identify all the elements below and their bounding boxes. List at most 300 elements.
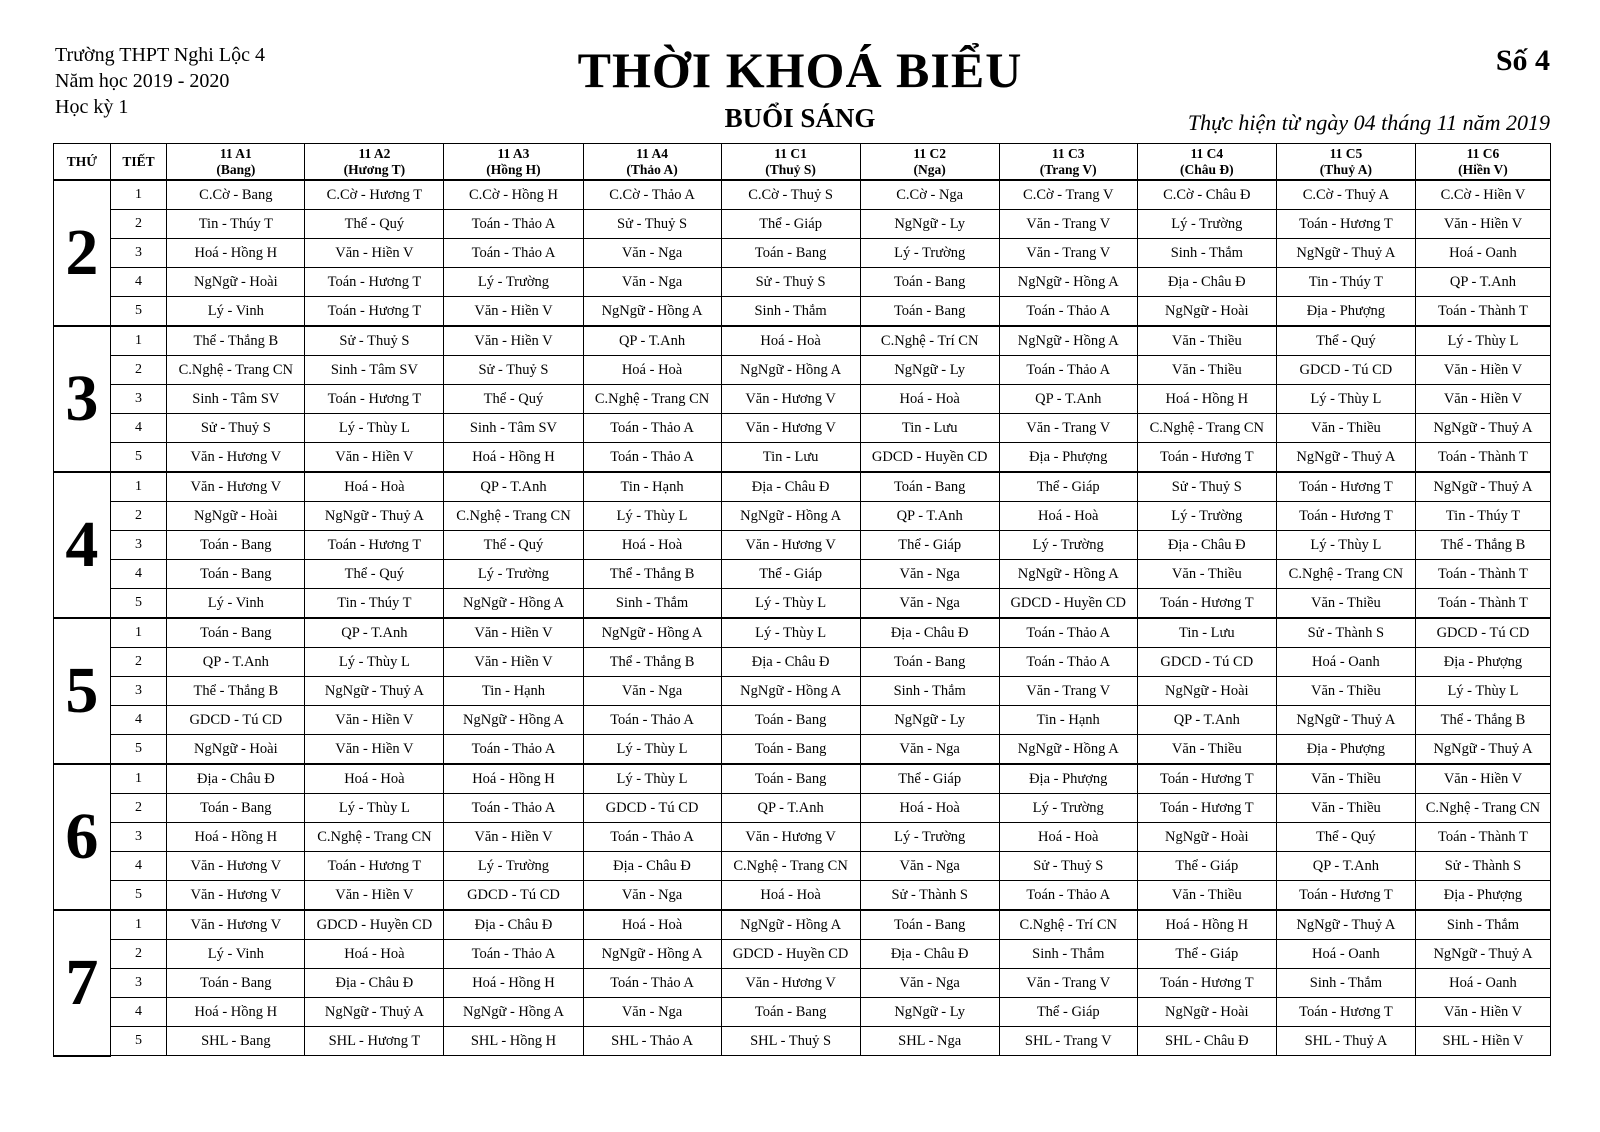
day-cell: 2: [54, 180, 111, 326]
lesson-cell: Sử - Thành S: [860, 881, 999, 911]
lesson-cell: Thể - Giáp: [1137, 852, 1276, 881]
period-cell: 5: [110, 735, 167, 765]
class-name: 11 C4: [1190, 145, 1224, 161]
header-class: [721, 144, 860, 181]
document-number: Số 4: [1495, 44, 1550, 77]
lesson-cell: Toán - Thảo A: [583, 823, 721, 852]
lesson-cell: Địa - Phượng: [999, 443, 1137, 473]
lesson-cell: Toán - Thảo A: [444, 940, 583, 969]
lesson-cell: QP - T.Anh: [305, 618, 444, 648]
lesson-cell: Văn - Hương V: [167, 910, 305, 940]
period-cell: 5: [110, 443, 167, 473]
lesson-cell: GDCD - Tú CD: [583, 794, 721, 823]
table-row: [54, 502, 1551, 531]
lesson-cell: Văn - Thiều: [1137, 560, 1276, 589]
lesson-cell: Văn - Thiều: [1276, 414, 1415, 443]
lesson-cell: GDCD - Huyền CD: [999, 589, 1137, 619]
lesson-cell: NgNgữ - Hoài: [167, 735, 305, 765]
class-teacher: (Thuỷ S): [765, 161, 816, 177]
lesson-cell: Sử - Thành S: [1276, 618, 1415, 648]
class-name: 11 C1: [774, 145, 807, 161]
lesson-cell: Toán - Thảo A: [999, 881, 1137, 911]
lesson-cell: Toán - Thảo A: [444, 239, 583, 268]
lesson-cell: Thể - Giáp: [721, 560, 860, 589]
header-class: [305, 144, 444, 181]
lesson-cell: Thể - Giáp: [999, 472, 1137, 502]
lesson-cell: Văn - Thiều: [1137, 356, 1276, 385]
lesson-cell: Văn - Hiền V: [305, 881, 444, 911]
lesson-cell: NgNgữ - Hoài: [1137, 998, 1276, 1027]
table-row: [54, 706, 1551, 735]
lesson-cell: Tin - Thúy T: [167, 210, 305, 239]
lesson-cell: GDCD - Huyền CD: [860, 443, 999, 473]
lesson-cell: NgNgữ - Hồng A: [721, 677, 860, 706]
class-teacher: (Bang): [216, 161, 256, 177]
lesson-cell: Toán - Hương T: [1276, 502, 1415, 531]
lesson-cell: Địa - Châu Đ: [167, 764, 305, 794]
period-cell: 3: [110, 969, 167, 998]
lesson-cell: Sinh - Thắm: [583, 589, 721, 619]
lesson-cell: Lý - Thùy L: [305, 794, 444, 823]
lesson-cell: C.Cờ - Thuỷ A: [1276, 180, 1415, 210]
class-name: 11 C3: [1051, 145, 1085, 161]
lesson-cell: Sinh - Thắm: [860, 677, 999, 706]
lesson-cell: Hoá - Hồng H: [1137, 385, 1276, 414]
lesson-cell: NgNgữ - Hồng A: [583, 618, 721, 648]
lesson-cell: Văn - Thiều: [1276, 764, 1415, 794]
lesson-cell: Văn - Hiền V: [444, 326, 583, 356]
header-class: [1276, 144, 1415, 181]
lesson-cell: Hoá - Hoà: [860, 385, 999, 414]
period-cell: 3: [110, 385, 167, 414]
table-row: [54, 852, 1551, 881]
lesson-cell: Văn - Hiền V: [305, 706, 444, 735]
lesson-cell: Toán - Hương T: [305, 852, 444, 881]
period-cell: 5: [110, 881, 167, 911]
header-class: [999, 144, 1137, 181]
lesson-cell: Hoá - Hồng H: [167, 239, 305, 268]
lesson-cell: Thể - Giáp: [860, 531, 999, 560]
lesson-cell: NgNgữ - Hồng A: [721, 356, 860, 385]
lesson-cell: Toán - Thảo A: [583, 706, 721, 735]
lesson-cell: Lý - Thùy L: [583, 735, 721, 765]
lesson-cell: NgNgữ - Hồng A: [999, 326, 1137, 356]
lesson-cell: Hoá - Hoà: [305, 472, 444, 502]
lesson-cell: Địa - Phượng: [1415, 648, 1550, 677]
lesson-cell: Lý - Trường: [860, 823, 999, 852]
lesson-cell: Văn - Trang V: [999, 677, 1137, 706]
lesson-cell: Toán - Thành T: [1415, 560, 1550, 589]
period-cell: 1: [110, 764, 167, 794]
lesson-cell: NgNgữ - Ly: [860, 998, 999, 1027]
lesson-cell: Văn - Thiều: [1137, 881, 1276, 911]
lesson-cell: Hoá - Hoà: [583, 910, 721, 940]
lesson-cell: Toán - Bang: [167, 794, 305, 823]
lesson-cell: Toán - Thành T: [1415, 443, 1550, 473]
header-day: THỨ: [54, 144, 111, 181]
lesson-cell: Sử - Thuỷ S: [305, 326, 444, 356]
lesson-cell: Toán - Hương T: [1137, 589, 1276, 619]
lesson-cell: C.Nghệ - Trang CN: [167, 356, 305, 385]
lesson-cell: NgNgữ - Thuỷ A: [305, 677, 444, 706]
lesson-cell: Văn - Nga: [583, 268, 721, 297]
lesson-cell: C.Cờ - Châu Đ: [1137, 180, 1276, 210]
lesson-cell: Toán - Bang: [167, 531, 305, 560]
lesson-cell: C.Cờ - Thuỷ S: [721, 180, 860, 210]
lesson-cell: Toán - Hương T: [1276, 881, 1415, 911]
period-cell: 1: [110, 472, 167, 502]
lesson-cell: NgNgữ - Ly: [860, 706, 999, 735]
header-class: [583, 144, 721, 181]
lesson-cell: Lý - Vinh: [167, 940, 305, 969]
lesson-cell: NgNgữ - Thuỷ A: [305, 998, 444, 1027]
lesson-cell: Văn - Hương V: [721, 414, 860, 443]
table-row: [54, 268, 1551, 297]
lesson-cell: Địa - Châu Đ: [583, 852, 721, 881]
lesson-cell: NgNgữ - Thuỷ A: [1415, 940, 1550, 969]
lesson-cell: C.Cờ - Hồng H: [444, 180, 583, 210]
lesson-cell: Toán - Bang: [860, 472, 999, 502]
lesson-cell: Sinh - Thắm: [1137, 239, 1276, 268]
lesson-cell: Toán - Bang: [721, 764, 860, 794]
lesson-cell: Thể - Giáp: [999, 998, 1137, 1027]
lesson-cell: Tin - Hạnh: [583, 472, 721, 502]
table-row: [54, 531, 1551, 560]
lesson-cell: Địa - Châu Đ: [305, 969, 444, 998]
table-row: [54, 940, 1551, 969]
lesson-cell: Văn - Thiều: [1276, 794, 1415, 823]
period-cell: 1: [110, 910, 167, 940]
table-row: [54, 385, 1551, 414]
lesson-cell: Văn - Hương V: [721, 969, 860, 998]
period-cell: 2: [110, 794, 167, 823]
lesson-cell: Thể - Giáp: [1137, 940, 1276, 969]
lesson-cell: Toán - Thành T: [1415, 823, 1550, 852]
lesson-cell: Toán - Thảo A: [444, 210, 583, 239]
lesson-cell: Lý - Vinh: [167, 297, 305, 327]
lesson-cell: Văn - Hiền V: [1415, 210, 1550, 239]
lesson-cell: C.Nghệ - Trang CN: [444, 502, 583, 531]
lesson-cell: C.Nghệ - Trí CN: [860, 326, 999, 356]
lesson-cell: Thể - Thắng B: [167, 326, 305, 356]
lesson-cell: Văn - Hiền V: [305, 239, 444, 268]
lesson-cell: C.Nghệ - Trí CN: [999, 910, 1137, 940]
lesson-cell: Văn - Nga: [860, 969, 999, 998]
lesson-cell: QP - T.Anh: [1137, 706, 1276, 735]
period-cell: 2: [110, 356, 167, 385]
period-cell: 2: [110, 648, 167, 677]
lesson-cell: QP - T.Anh: [1276, 852, 1415, 881]
lesson-cell: Địa - Châu Đ: [721, 648, 860, 677]
lesson-cell: QP - T.Anh: [1415, 268, 1550, 297]
lesson-cell: Thể - Thắng B: [167, 677, 305, 706]
lesson-cell: C.Nghệ - Trang CN: [305, 823, 444, 852]
lesson-cell: Lý - Trường: [444, 852, 583, 881]
lesson-cell: QP - T.Anh: [860, 502, 999, 531]
lesson-cell: NgNgữ - Thuỷ A: [1276, 239, 1415, 268]
day-cell: 7: [54, 910, 111, 1056]
period-cell: 3: [110, 531, 167, 560]
period-cell: 3: [110, 677, 167, 706]
lesson-cell: Toán - Thảo A: [999, 618, 1137, 648]
period-cell: 4: [110, 560, 167, 589]
day-cell: 6: [54, 764, 111, 910]
class-name: 11 A4: [636, 145, 668, 161]
lesson-cell: Toán - Bang: [167, 560, 305, 589]
lesson-cell: Địa - Phượng: [1276, 735, 1415, 765]
lesson-cell: Văn - Thiều: [1276, 589, 1415, 619]
lesson-cell: Văn - Hiền V: [444, 648, 583, 677]
lesson-cell: Lý - Thùy L: [721, 589, 860, 619]
table-row: [54, 618, 1551, 648]
lesson-cell: Văn - Thiều: [1137, 326, 1276, 356]
class-name: 11 C6: [1466, 145, 1500, 161]
lesson-cell: Lý - Vinh: [167, 589, 305, 619]
class-teacher: (Thuỷ A): [1319, 161, 1372, 177]
lesson-cell: Văn - Nga: [583, 998, 721, 1027]
table-row: [54, 472, 1551, 502]
period-cell: 4: [110, 706, 167, 735]
lesson-cell: NgNgữ - Thuỷ A: [1415, 414, 1550, 443]
lesson-cell: Toán - Bang: [860, 910, 999, 940]
table-row: [54, 356, 1551, 385]
lesson-cell: Văn - Hiền V: [1415, 385, 1550, 414]
lesson-cell: Toán - Thảo A: [999, 648, 1137, 677]
class-teacher: (Hiền V): [1458, 161, 1508, 177]
table-row: [54, 589, 1551, 619]
lesson-cell: NgNgữ - Hoài: [1137, 297, 1276, 327]
table-row: [54, 560, 1551, 589]
lesson-cell: Sử - Thuỷ S: [999, 852, 1137, 881]
lesson-cell: Văn - Hiền V: [444, 823, 583, 852]
lesson-cell: Văn - Nga: [583, 239, 721, 268]
header-class: [860, 144, 999, 181]
lesson-cell: Thể - Quý: [1276, 326, 1415, 356]
school-name: Trường THPT Nghi Lộc 4: [55, 44, 265, 66]
lesson-cell: Toán - Thảo A: [583, 969, 721, 998]
lesson-cell: Tin - Hạnh: [999, 706, 1137, 735]
day-cell: 3: [54, 326, 111, 472]
lesson-cell: Lý - Thùy L: [583, 764, 721, 794]
table-row: [54, 210, 1551, 239]
lesson-cell: Sử - Thuỷ S: [721, 268, 860, 297]
lesson-cell: Tin - Thúy T: [1415, 502, 1550, 531]
period-cell: 1: [110, 618, 167, 648]
lesson-cell: Văn - Nga: [860, 589, 999, 619]
lesson-cell: Lý - Trường: [1137, 502, 1276, 531]
lesson-cell: Văn - Trang V: [999, 969, 1137, 998]
lesson-cell: Văn - Hiền V: [444, 297, 583, 327]
lesson-cell: Văn - Hương V: [167, 472, 305, 502]
lesson-cell: Toán - Bang: [860, 297, 999, 327]
lesson-cell: Văn - Nga: [860, 852, 999, 881]
lesson-cell: Hoá - Hồng H: [444, 443, 583, 473]
lesson-cell: Văn - Hương V: [721, 531, 860, 560]
lesson-cell: Thể - Thắng B: [1415, 531, 1550, 560]
lesson-cell: SHL - Thuỷ S: [721, 1027, 860, 1056]
lesson-cell: Lý - Trường: [999, 794, 1137, 823]
lesson-cell: GDCD - Tú CD: [444, 881, 583, 911]
table-row: [54, 648, 1551, 677]
day-cell: 4: [54, 472, 111, 618]
lesson-cell: Toán - Bang: [860, 268, 999, 297]
lesson-cell: NgNgữ - Hoài: [1137, 677, 1276, 706]
lesson-cell: Thể - Quý: [305, 560, 444, 589]
table-row: [54, 239, 1551, 268]
lesson-cell: Toán - Thành T: [1415, 297, 1550, 327]
lesson-cell: Toán - Bang: [721, 706, 860, 735]
lesson-cell: Sử - Thuỷ S: [167, 414, 305, 443]
lesson-cell: QP - T.Anh: [444, 472, 583, 502]
lesson-cell: Toán - Thảo A: [583, 443, 721, 473]
lesson-cell: Lý - Thùy L: [583, 502, 721, 531]
lesson-cell: Hoá - Hoà: [999, 502, 1137, 531]
lesson-cell: Hoá - Hoà: [999, 823, 1137, 852]
timetable-body: [54, 180, 1551, 1056]
lesson-cell: Tin - Thúy T: [1276, 268, 1415, 297]
class-teacher: (Hương T): [343, 161, 406, 177]
class-name: 11 A3: [497, 145, 530, 161]
table-row: [54, 326, 1551, 356]
page-title: THỜI KHOÁ BIỂU: [577, 42, 1023, 98]
lesson-cell: Toán - Hương T: [305, 531, 444, 560]
lesson-cell: C.Cờ - Hiền V: [1415, 180, 1550, 210]
lesson-cell: C.Cờ - Hương T: [305, 180, 444, 210]
lesson-cell: SHL - Bang: [167, 1027, 305, 1056]
lesson-cell: Toán - Thảo A: [999, 297, 1137, 327]
page-subtitle: BUỔI SÁNG: [724, 103, 876, 133]
header-class: [444, 144, 583, 181]
header-class: [1137, 144, 1276, 181]
lesson-cell: Hoá - Hồng H: [1137, 910, 1276, 940]
lesson-cell: Văn - Trang V: [999, 414, 1137, 443]
lesson-cell: Sinh - Thắm: [1415, 910, 1550, 940]
table-row: [54, 677, 1551, 706]
lesson-cell: Thể - Thắng B: [583, 560, 721, 589]
lesson-cell: NgNgữ - Hồng A: [721, 910, 860, 940]
day-cell: 5: [54, 618, 111, 764]
lesson-cell: Toán - Hương T: [1276, 210, 1415, 239]
period-cell: 4: [110, 268, 167, 297]
lesson-cell: Lý - Thùy L: [1276, 531, 1415, 560]
lesson-cell: Sinh - Thắm: [999, 940, 1137, 969]
lesson-cell: Toán - Hương T: [305, 297, 444, 327]
lesson-cell: QP - T.Anh: [721, 794, 860, 823]
lesson-cell: Tin - Lưu: [721, 443, 860, 473]
lesson-cell: Hoá - Oanh: [1276, 648, 1415, 677]
lesson-cell: Thể - Quý: [444, 385, 583, 414]
header-period: TIẾT: [110, 144, 167, 181]
table-row: [54, 969, 1551, 998]
lesson-cell: QP - T.Anh: [167, 648, 305, 677]
lesson-cell: Thể - Giáp: [721, 210, 860, 239]
lesson-cell: NgNgữ - Ly: [860, 210, 999, 239]
period-cell: 1: [110, 326, 167, 356]
lesson-cell: Toán - Bang: [167, 618, 305, 648]
lesson-cell: Toán - Bang: [721, 239, 860, 268]
lesson-cell: Sinh - Thắm: [721, 297, 860, 327]
lesson-cell: GDCD - Huyền CD: [305, 910, 444, 940]
lesson-cell: Hoá - Hoà: [721, 881, 860, 911]
lesson-cell: Toán - Hương T: [1276, 998, 1415, 1027]
lesson-cell: Văn - Nga: [860, 560, 999, 589]
lesson-cell: Địa - Châu Đ: [1137, 531, 1276, 560]
lesson-cell: Sử - Thuỷ S: [1137, 472, 1276, 502]
lesson-cell: Văn - Nga: [583, 881, 721, 911]
lesson-cell: Sinh - Tâm SV: [305, 356, 444, 385]
lesson-cell: Lý - Trường: [444, 268, 583, 297]
lesson-cell: Sử - Thuỷ S: [583, 210, 721, 239]
class-name: 11 A1: [219, 145, 252, 161]
lesson-cell: NgNgữ - Hồng A: [583, 940, 721, 969]
period-cell: 4: [110, 998, 167, 1027]
lesson-cell: Sử - Thành S: [1415, 852, 1550, 881]
period-cell: 5: [110, 589, 167, 619]
lesson-cell: Hoá - Hoà: [583, 531, 721, 560]
timetable-header-row: [54, 144, 1551, 181]
lesson-cell: Hoá - Oanh: [1276, 940, 1415, 969]
table-row: [54, 881, 1551, 911]
lesson-cell: Hoá - Hoà: [583, 356, 721, 385]
lesson-cell: Hoá - Hồng H: [444, 764, 583, 794]
lesson-cell: Địa - Châu Đ: [721, 472, 860, 502]
lesson-cell: Văn - Hiền V: [305, 735, 444, 765]
lesson-cell: NgNgữ - Hoài: [1137, 823, 1276, 852]
lesson-cell: QP - T.Anh: [583, 326, 721, 356]
lesson-cell: Sinh - Tâm SV: [444, 414, 583, 443]
period-cell: 2: [110, 210, 167, 239]
class-name: 11 A2: [358, 145, 391, 161]
lesson-cell: Hoá - Oanh: [1415, 239, 1550, 268]
lesson-cell: NgNgữ - Thuỷ A: [1276, 706, 1415, 735]
period-cell: 2: [110, 940, 167, 969]
lesson-cell: GDCD - Tú CD: [1415, 618, 1550, 648]
lesson-cell: SHL - Trang V: [999, 1027, 1137, 1056]
lesson-cell: C.Nghệ - Trang CN: [721, 852, 860, 881]
lesson-cell: Toán - Hương T: [1137, 794, 1276, 823]
lesson-cell: Hoá - Oanh: [1415, 969, 1550, 998]
lesson-cell: Toán - Bang: [167, 969, 305, 998]
lesson-cell: Văn - Hương V: [721, 823, 860, 852]
lesson-cell: C.Cờ - Thảo A: [583, 180, 721, 210]
lesson-cell: Hoá - Hoà: [305, 940, 444, 969]
lesson-cell: Địa - Châu Đ: [444, 910, 583, 940]
lesson-cell: GDCD - Tú CD: [167, 706, 305, 735]
lesson-cell: Thể - Thắng B: [583, 648, 721, 677]
class-teacher: (Nga): [913, 161, 946, 177]
lesson-cell: C.Cờ - Trang V: [999, 180, 1137, 210]
lesson-cell: Hoá - Hồng H: [167, 998, 305, 1027]
lesson-cell: Toán - Hương T: [1137, 969, 1276, 998]
table-row: [54, 735, 1551, 765]
lesson-cell: Văn - Hương V: [721, 385, 860, 414]
class-teacher: (Châu Đ): [1179, 161, 1234, 177]
lesson-cell: SHL - Châu Đ: [1137, 1027, 1276, 1056]
table-row: [54, 180, 1551, 210]
lesson-cell: NgNgữ - Hồng A: [583, 297, 721, 327]
lesson-cell: NgNgữ - Hoài: [167, 502, 305, 531]
lesson-cell: C.Cờ - Bang: [167, 180, 305, 210]
lesson-cell: SHL - Hương T: [305, 1027, 444, 1056]
lesson-cell: SHL - Hồng H: [444, 1027, 583, 1056]
timetable: [53, 143, 1551, 1057]
lesson-cell: Địa - Châu Đ: [860, 940, 999, 969]
lesson-cell: Toán - Thảo A: [444, 735, 583, 765]
lesson-cell: C.Nghệ - Trang CN: [1415, 794, 1550, 823]
table-row: [54, 443, 1551, 473]
lesson-cell: Toán - Hương T: [1276, 472, 1415, 502]
lesson-cell: SHL - Nga: [860, 1027, 999, 1056]
